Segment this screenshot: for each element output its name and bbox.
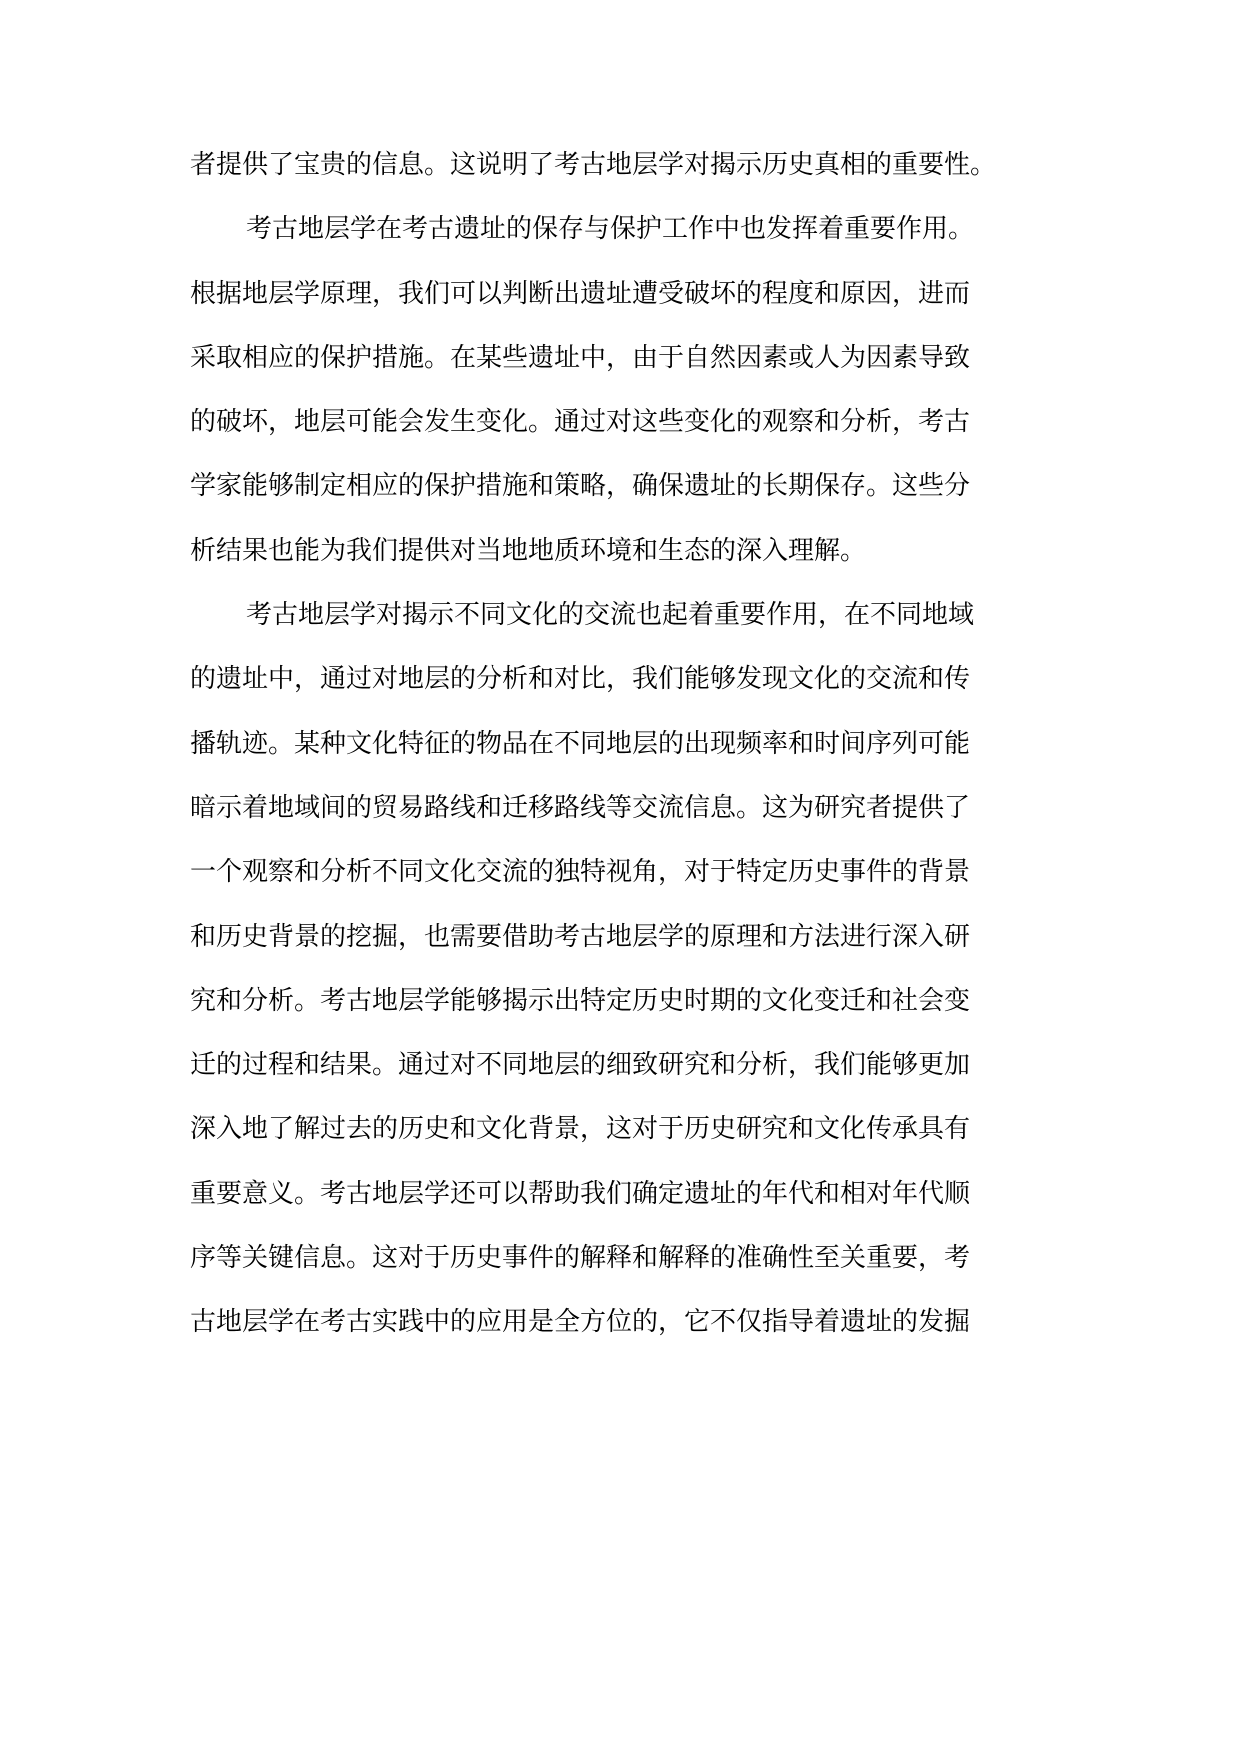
text-line: 的破坏，地层可能会发生变化。通过对这些变化的观察和分析，考古: [190, 407, 971, 438]
paragraph-start-line: 考古地层学在考古遗址的保存与保护工作中也发挥着重要作用。: [246, 214, 975, 245]
text-line: 播轨迹。某种文化特征的物品在不同地层的出现频率和时间序列可能: [190, 728, 971, 759]
text-line: 迁的过程和结果。通过对不同地层的细致研究和分析，我们能够更加: [190, 1050, 971, 1081]
text-line: 和历史背景的挖掘，也需要借助考古地层学的原理和方法进行深入研: [190, 921, 971, 952]
text-line: 的遗址中，通过对地层的分析和对比，我们能够发现文化的交流和传: [190, 664, 971, 695]
text-line: 究和分析。考古地层学能够揭示出特定历史时期的文化变迁和社会变: [190, 985, 971, 1016]
body-text: [190, 148, 1050, 1370]
text-line: 深入地了解过去的历史和文化背景，这对于历史研究和文化传承具有: [190, 1114, 971, 1145]
text-line: 根据地层学原理，我们可以判断出遗址遭受破坏的程度和原因，进而: [190, 278, 971, 309]
text-line: 一个观察和分析不同文化交流的独特视角，对于特定历史事件的背景: [190, 857, 971, 888]
text-line: 采取相应的保护措施。在某些遗址中，由于自然因素或人为因素导致: [190, 342, 971, 373]
text-line: 暗示着地域间的贸易路线和迁移路线等交流信息。这为研究者提供了: [190, 792, 971, 823]
text-line: 序等关键信息。这对于历史事件的解释和解释的准确性至关重要，考: [190, 1243, 971, 1274]
text-line: 析结果也能为我们提供对当地地质环境和生态的深入理解。: [190, 535, 867, 566]
text-line: 古地层学在考古实践中的应用是全方位的，它不仅指导着遗址的发掘: [190, 1307, 971, 1338]
text-line: 者提供了宝贵的信息。这说明了考古地层学对揭示历史真相的重要性。: [190, 150, 997, 180]
text-line: 学家能够制定相应的保护措施和策略，确保遗址的长期保存。这些分: [190, 471, 971, 502]
paragraph-start-line: 考古地层学对揭示不同文化的交流也起着重要作用，在不同地域: [246, 600, 975, 631]
text-line: 重要意义。考古地层学还可以帮助我们确定遗址的年代和相对年代顺: [190, 1178, 971, 1209]
